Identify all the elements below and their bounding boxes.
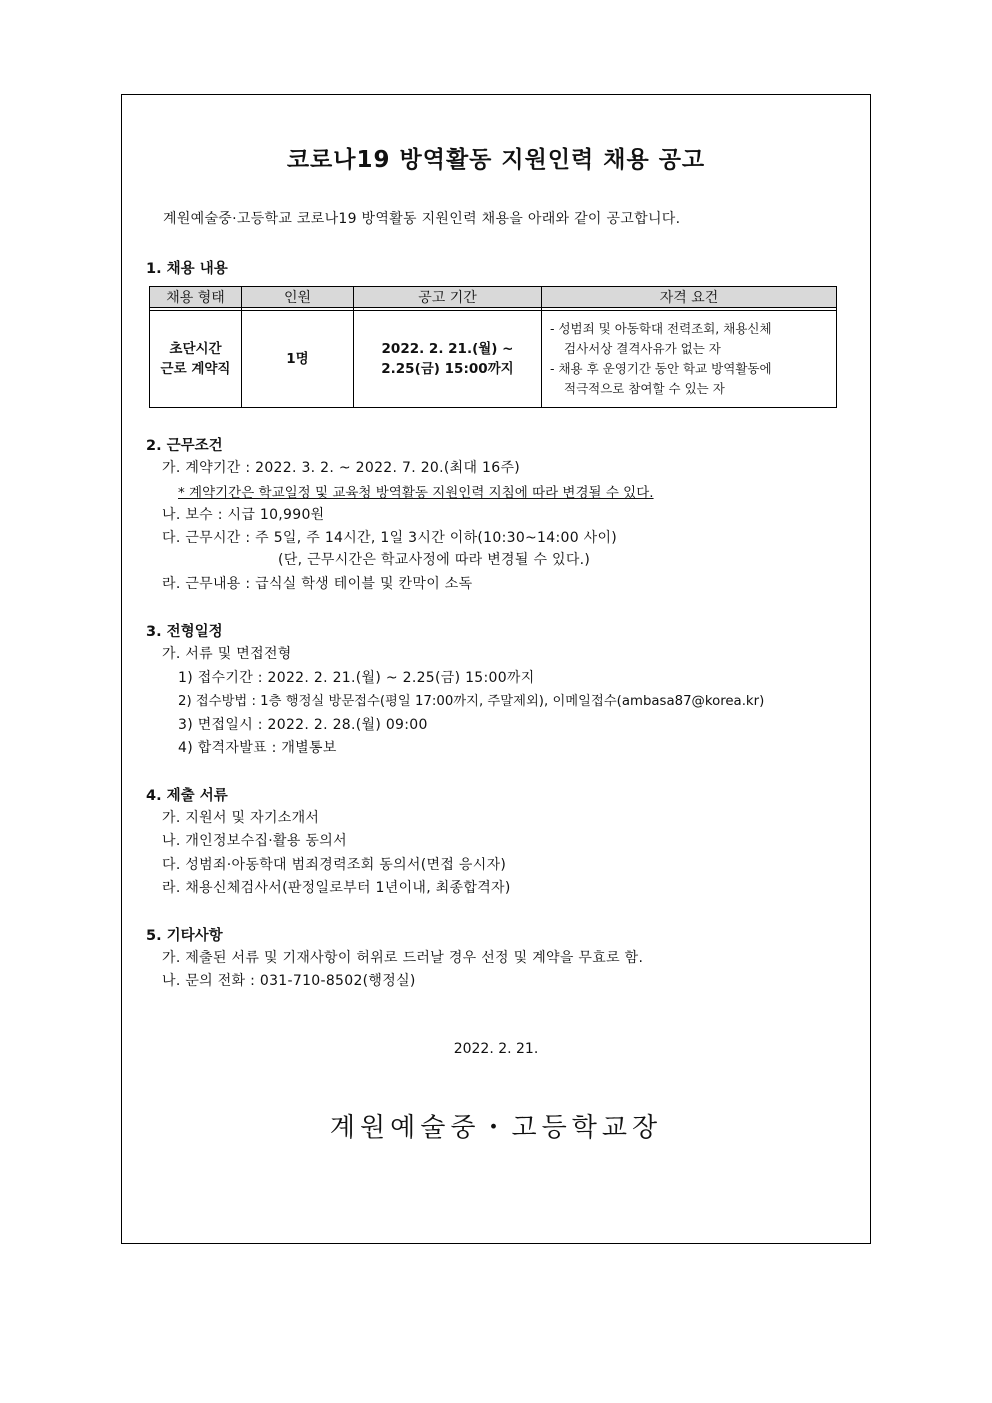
column-header: 인원 bbox=[242, 287, 354, 308]
headcount-cell: 1명 bbox=[242, 311, 354, 408]
work-hours-note: (단, 근무시간은 학교사정에 따라 변경될 수 있다.) bbox=[278, 552, 591, 568]
notice-date: 2022. 2. 21. bbox=[453, 1041, 539, 1057]
pay: 나. 보수 : 시급 10,990원 bbox=[162, 507, 325, 523]
intro-paragraph: 계원예술중·고등학교 코로나19 방역활동 지원인력 채용을 아래와 같이 공고합니다. bbox=[163, 211, 681, 227]
schedule-item: 3) 면접일시 : 2022. 2. 28.(월) 09:00 bbox=[178, 717, 428, 733]
document-title: 코로나19 방역활동 지원인력 채용 공고 bbox=[286, 147, 706, 173]
schedule-item: 2) 접수방법 : 1층 행정실 방문접수(평일 17:00까지, 주말제외), 이메일접수(ambasa87@korea.kr) bbox=[178, 694, 765, 709]
period-line: 2022. 2. 21.(월) ~ bbox=[381, 341, 514, 357]
qualification-line: 적극적으로 참여할 수 있는 자 bbox=[564, 381, 725, 396]
employment-type-line: 근로 계약직 bbox=[160, 361, 231, 377]
employment-type-line: 초단시간 bbox=[169, 341, 222, 357]
schedule-item: 1) 접수기간 : 2022. 2. 21.(월) ~ 2.25(금) 15:00까지 bbox=[178, 670, 535, 686]
section-1-heading: 1. 채용 내용 bbox=[146, 261, 228, 277]
work-hours: 다. 근무시간 : 주 5일, 주 14시간, 1일 3시간 이하(10:30~14:00 사이) bbox=[162, 530, 618, 546]
contract-period: 가. 계약기간 : 2022. 3. 2. ~ 2022. 7. 20.(최대 16주) bbox=[162, 460, 521, 476]
signer-name: 계원예술중・고등학교장 bbox=[329, 1113, 663, 1143]
section-4-heading: 4. 제출 서류 bbox=[146, 788, 228, 804]
qualification-cell bbox=[542, 311, 837, 408]
table-header-row bbox=[150, 287, 837, 308]
column-header: 자격 요건 bbox=[542, 287, 837, 308]
qualification-line: - 채용 후 운영기간 동안 학교 방역활동에 bbox=[550, 361, 772, 376]
duty: 라. 근무내용 : 급식실 학생 테이블 및 칸막이 소독 bbox=[162, 576, 473, 592]
misc-item: 나. 문의 전화 : 031-710-8502(행정실) bbox=[162, 973, 416, 989]
section-3-heading: 3. 전형일정 bbox=[146, 624, 223, 640]
table-row bbox=[150, 311, 837, 408]
column-header: 채용 형태 bbox=[150, 287, 242, 308]
employment-type-cell bbox=[150, 311, 242, 408]
contract-note: * 계약기간은 학교일정 및 교육청 방역활동 지원인력 지침에 따라 변경될 수 있다. bbox=[178, 485, 654, 501]
column-header: 공고 기간 bbox=[354, 287, 542, 308]
document-item: 가. 지원서 및 자기소개서 bbox=[162, 810, 320, 826]
selection-sub-heading: 가. 서류 및 면접전형 bbox=[162, 646, 292, 662]
document-item: 다. 성범죄·아동학대 범죄경력조회 동의서(면접 응시자) bbox=[162, 857, 507, 873]
section-5-heading: 5. 기타사항 bbox=[146, 928, 223, 944]
misc-item: 가. 제출된 서류 및 기재사항이 허위로 드러날 경우 선정 및 계약을 무효로 함. bbox=[162, 950, 644, 966]
schedule-item: 4) 합격자발표 : 개별통보 bbox=[178, 740, 337, 756]
qualification-line: - 성범죄 및 아동학대 전력조회, 채용신체 bbox=[550, 321, 772, 336]
section-2-heading: 2. 근무조건 bbox=[146, 438, 223, 454]
document-item: 나. 개인정보수집·활용 동의서 bbox=[162, 833, 347, 849]
document-item: 라. 채용신체검사서(판정일로부터 1년이내, 최종합격자) bbox=[162, 880, 511, 896]
recruitment-table bbox=[149, 286, 837, 408]
posting-period-cell bbox=[354, 311, 542, 408]
qualification-line: 검사서상 결격사유가 없는 자 bbox=[564, 341, 721, 356]
period-line: 2.25(금) 15:00까지 bbox=[381, 361, 514, 377]
